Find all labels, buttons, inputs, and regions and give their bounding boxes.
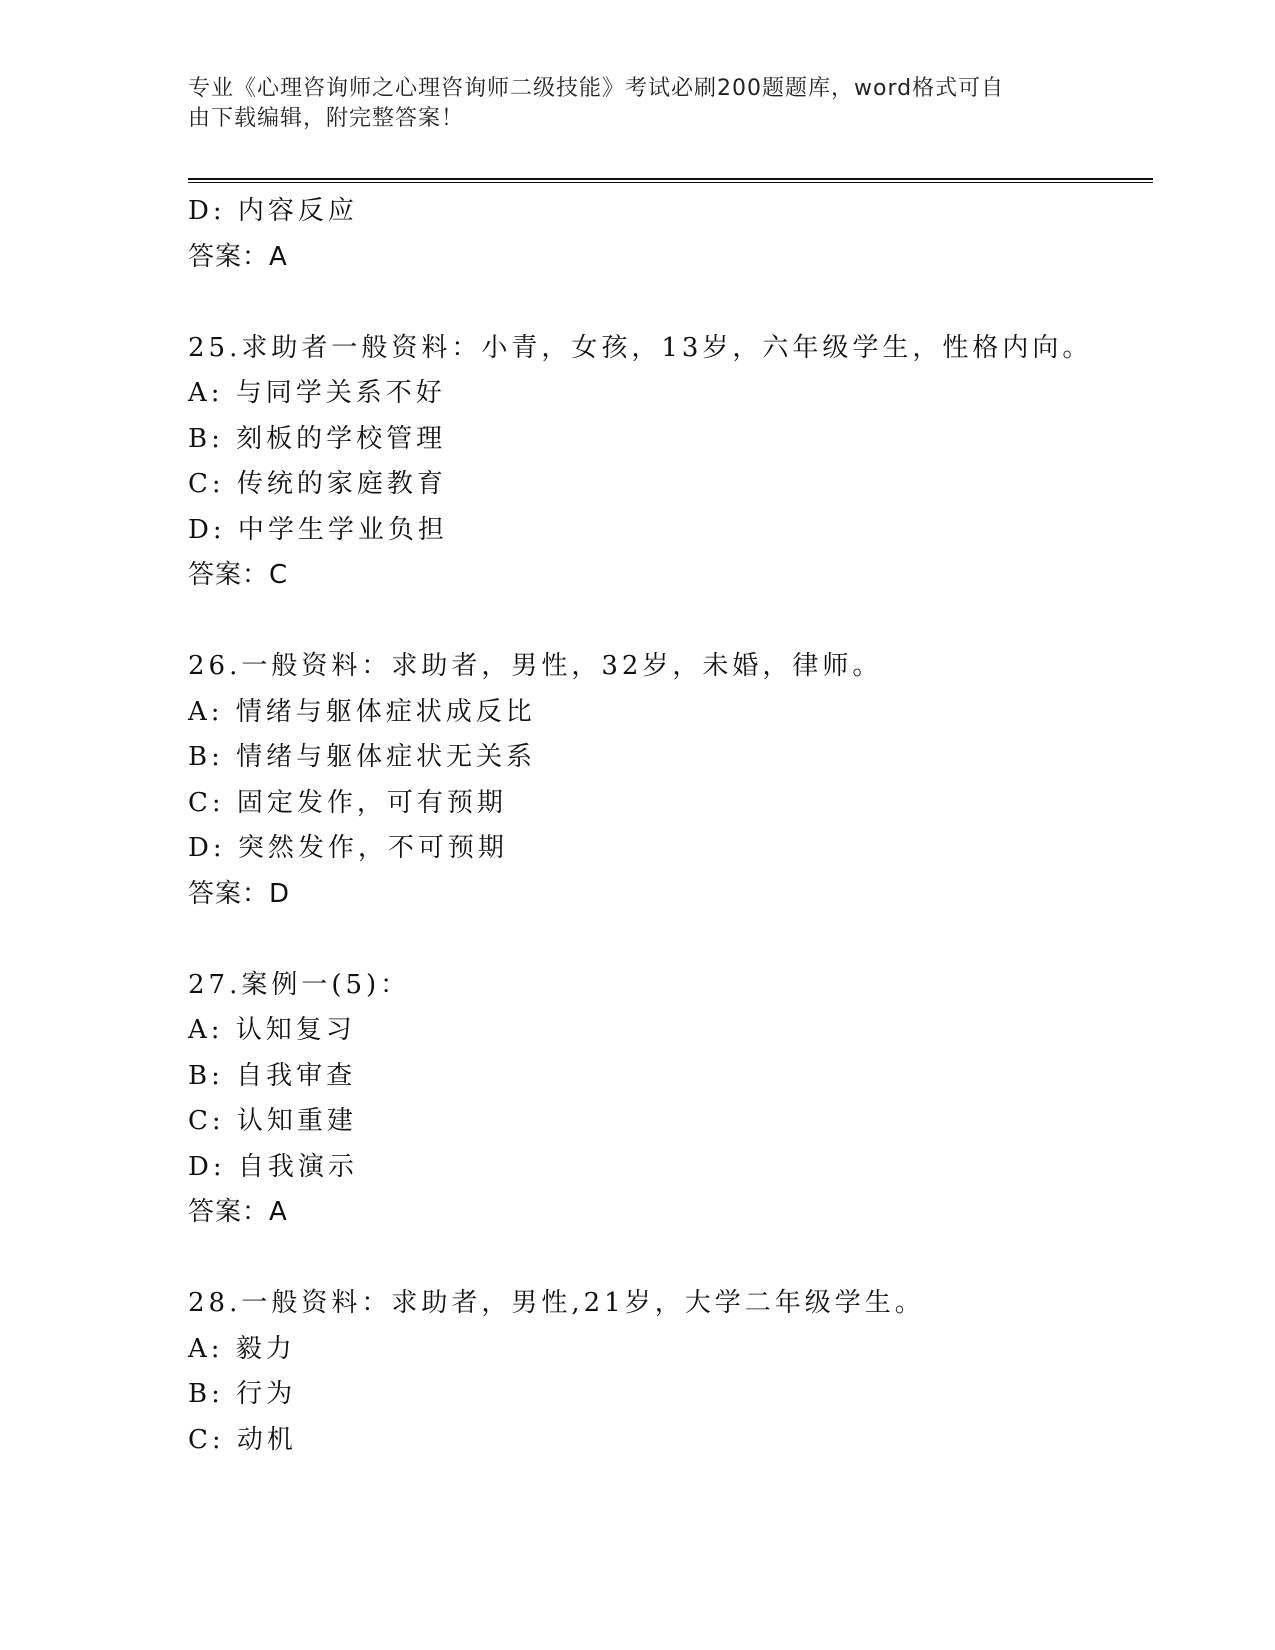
spacer: [188, 599, 1148, 645]
question-stem: 27.案例一(5)：: [188, 969, 411, 1000]
header-title-line-2: 由下载编辑，附完整答案！: [188, 106, 465, 131]
option-b: B: 刻板的学校管理: [188, 423, 447, 454]
question-stem: 26.一般资料：求助者，男性，32岁，未婚，律师。: [188, 651, 883, 681]
option-b: B: 情绪与躯体症状无关系: [188, 742, 537, 772]
option-b: B: 自我审查: [188, 1060, 357, 1091]
option-a: A: 毅力: [188, 1333, 296, 1364]
page-header: [188, 74, 1068, 134]
question-25: [188, 326, 1148, 599]
option-d: D: 自我演示: [188, 1151, 358, 1182]
previous-answer: 答案：A: [188, 241, 288, 272]
option-a: A: 情绪与躯体症状成反比: [188, 696, 536, 727]
header-title-line-1: 专业《心理咨询师之心理咨询师二级技能》考试必刷200题题库，word格式可自: [188, 76, 1005, 101]
option-c: C: 固定发作，可有预期: [188, 787, 507, 818]
option-c: C: 传统的家庭教育: [188, 469, 447, 499]
previous-option-d: D: 内容反应: [188, 196, 358, 226]
answer: 答案：C: [188, 560, 289, 590]
answer: 答案：A: [188, 1197, 288, 1227]
question-28: [188, 1281, 1148, 1463]
option-a: A: 与同学关系不好: [188, 378, 446, 408]
option-c: C: 认知重建: [188, 1106, 357, 1136]
spacer: [188, 1236, 1148, 1282]
question-27: [188, 963, 1148, 1236]
option-b: B: 行为: [188, 1379, 297, 1409]
option-c: C: 动机: [188, 1424, 297, 1455]
spacer: [188, 917, 1148, 963]
question-stem: 28.一般资料：求助者，男性,21岁，大学二年级学生。: [188, 1288, 925, 1318]
spacer: [188, 280, 1148, 326]
option-a: A: 认知复习: [188, 1015, 356, 1045]
question-list: [188, 189, 1148, 1463]
answer: 答案：D: [188, 878, 291, 909]
header-divider: [188, 178, 1153, 183]
question-stem: 25.求助者一般资料：小青，女孩，13岁，六年级学生，性格内向。: [188, 332, 1093, 363]
option-d: D: 突然发作，不可预期: [188, 833, 508, 863]
question-26: [188, 644, 1148, 917]
option-d: D: 中学生学业负担: [188, 514, 448, 545]
